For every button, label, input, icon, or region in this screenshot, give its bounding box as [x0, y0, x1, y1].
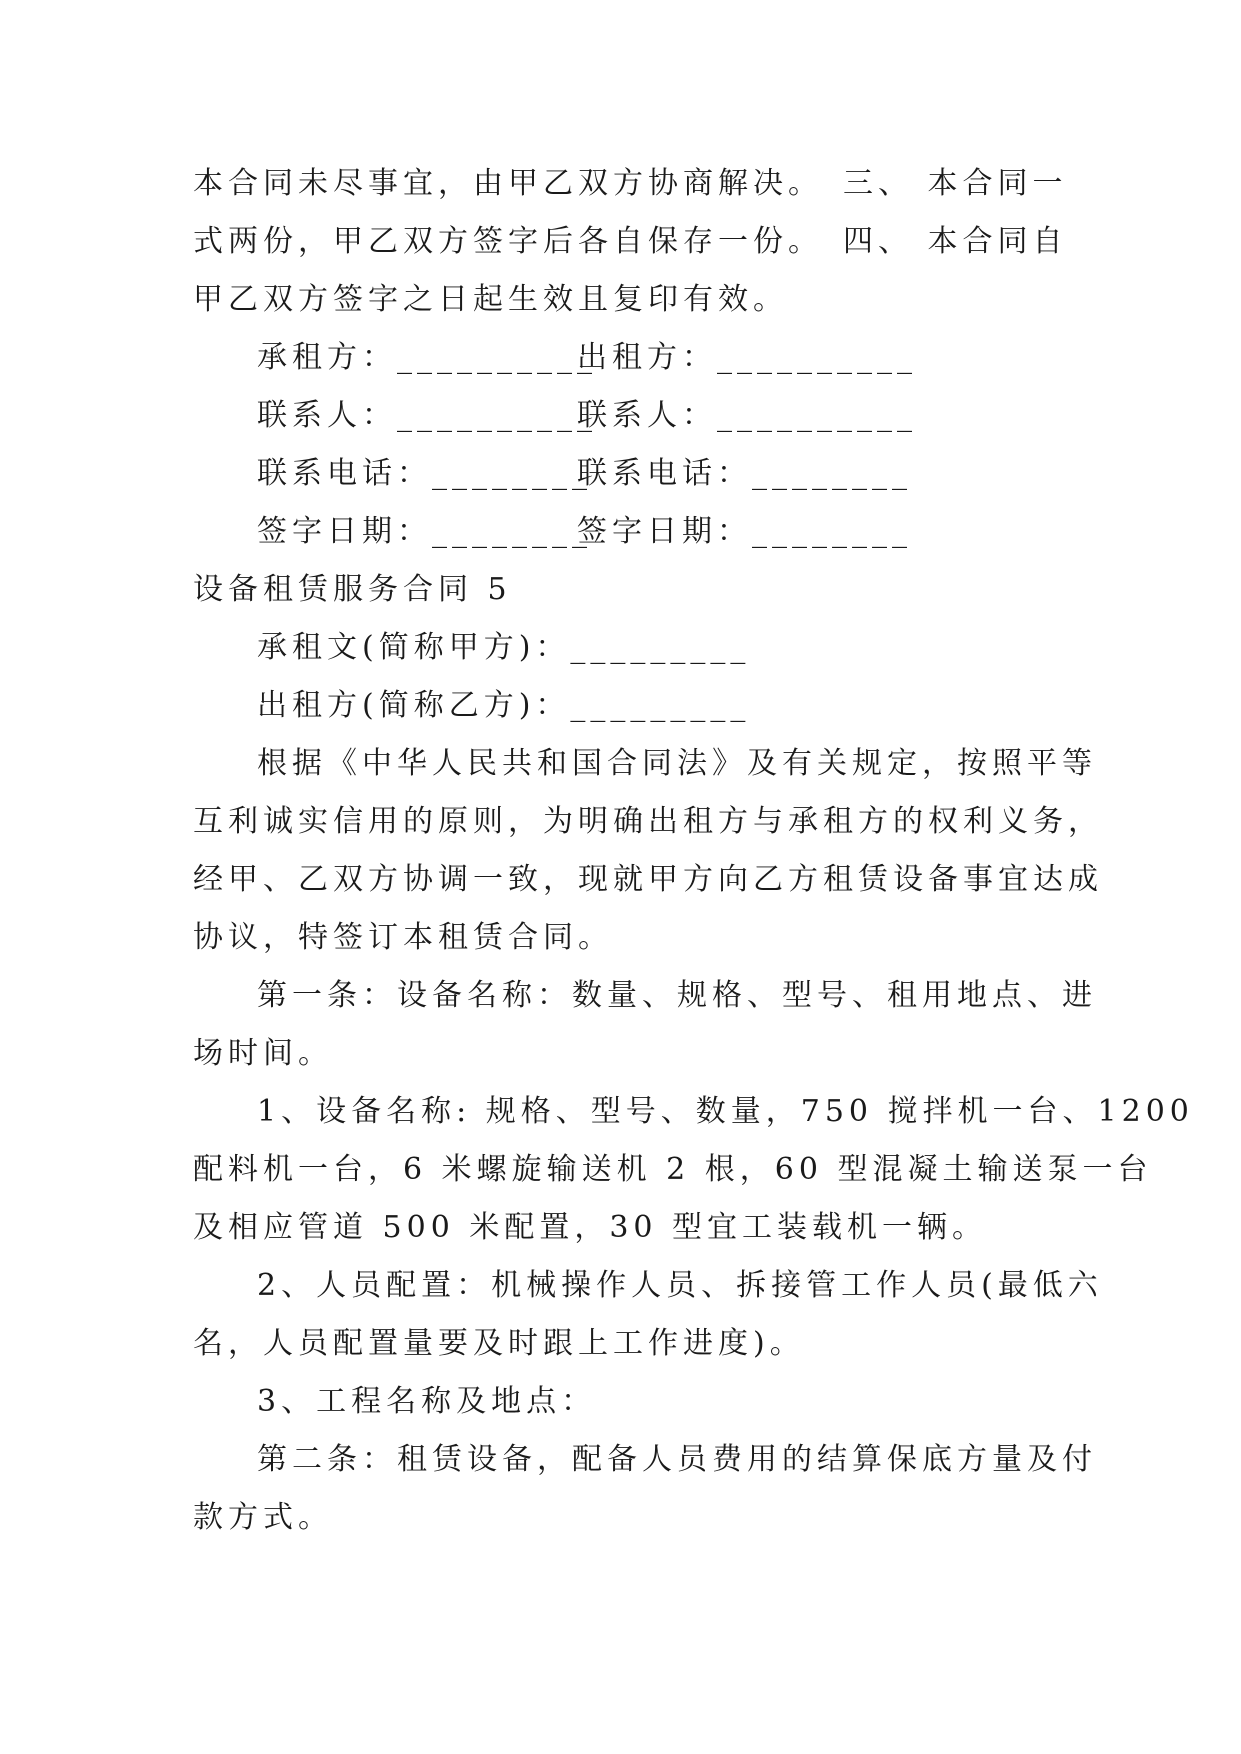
- text-line: 配料机一台，6 米螺旋输送机 2 根，60 型混凝土输送泵一台: [193, 1152, 1153, 1187]
- text-line: 甲乙双方签字之日起生效且复印有效。: [193, 282, 788, 317]
- text-line: 款方式。: [193, 1500, 333, 1535]
- signature-row: [193, 445, 1053, 503]
- signature-contact-right: 联系人：__________: [577, 398, 917, 433]
- text-line: 第二条：租赁设备，配备人员费用的结算保底方量及付: [257, 1442, 1097, 1477]
- signature-row: [193, 387, 1053, 445]
- signature-lessee: 承租方：__________: [257, 340, 597, 375]
- signature-contact-left: 联系人：__________: [257, 398, 597, 433]
- signature-row: [193, 503, 1053, 561]
- text-line: 互利诚实信用的原则，为明确出租方与承租方的权利义务，: [193, 804, 1103, 839]
- party-lessee: 承租文(简称甲方)：_________: [257, 630, 751, 665]
- text-line: 式两份，甲乙双方签字后各自保存一份。 四、 本合同自: [193, 224, 1068, 259]
- signature-row: [193, 329, 1053, 387]
- text-line: 协议，特签订本租赁合同。: [193, 920, 613, 955]
- text-line: 场时间。: [193, 1036, 333, 1071]
- text-line: 本合同未尽事宜，由甲乙双方协商解决。 三、 本合同一: [193, 166, 1068, 201]
- text-line: 名，人员配置量要及时跟上工作进度)。: [193, 1326, 805, 1361]
- text-line: 第一条：设备名称：数量、规格、型号、租用地点、进: [257, 978, 1097, 1013]
- text-line: 经甲、乙双方协调一致，现就甲方向乙方租赁设备事宜达成: [193, 862, 1103, 897]
- signature-date-right: 签字日期：________: [577, 514, 912, 549]
- signature-lessor: 出租方：__________: [577, 340, 917, 375]
- signature-phone-left: 联系电话：________: [257, 456, 592, 491]
- party-lessor: 出租方(简称乙方)：_________: [257, 688, 751, 723]
- signature-date-left: 签字日期：________: [257, 514, 592, 549]
- contract-body: [193, 735, 1194, 1547]
- text-line: 2、人员配置：机械操作人员、拆接管工作人员(最低六: [257, 1268, 1103, 1303]
- text-line: 1、设备名称: 规格、型号、数量，750 搅拌机一台、1200: [257, 1094, 1194, 1129]
- document-page: [193, 155, 1194, 1547]
- text-line: 及相应管道 500 米配置，30 型宜工装载机一辆。: [193, 1210, 988, 1245]
- section-title: 设备租赁服务合同 5: [193, 572, 512, 607]
- text-line: 3、工程名称及地点：: [257, 1384, 597, 1419]
- signature-phone-right: 联系电话：________: [577, 456, 912, 491]
- text-line: 根据《中华人民共和国合同法》及有关规定，按照平等: [257, 746, 1097, 781]
